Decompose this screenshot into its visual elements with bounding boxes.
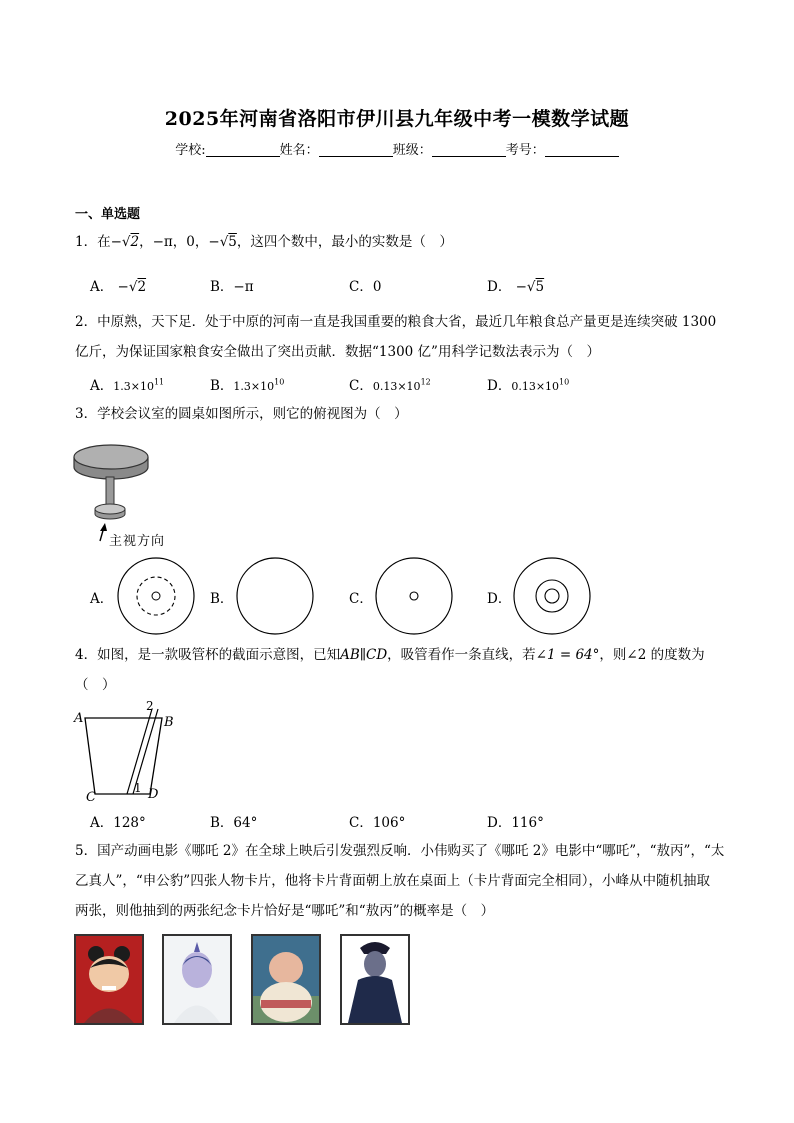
svg-text:2: 2 (146, 699, 154, 713)
card-taiyi-zhenren (251, 934, 321, 1025)
svg-text:A: A (74, 711, 84, 726)
straw-cup-figure (70, 698, 180, 804)
q3-option-c-figure[interactable] (374, 556, 456, 636)
class-label: 班级： (392, 143, 432, 158)
question-3-stem: 3．学校会议室的圆桌如图所示，则它的俯视图为（ ） (75, 406, 408, 422)
student-info-line (0, 139, 794, 158)
class-blank (432, 142, 506, 157)
question-1-stem: 1．在−√2，−π，0，−√5，这四个数中，最小的实数是（ ） (75, 234, 453, 250)
q1-option-a[interactable]: A． −√2 (90, 279, 147, 295)
q3-option-a-letter[interactable]: A． (90, 591, 114, 607)
q4-option-b[interactable]: B．64° (210, 815, 258, 831)
q3-option-a-figure[interactable] (116, 556, 198, 636)
svg-text:B: B (164, 715, 174, 730)
school-label: 学校: (175, 143, 206, 158)
svg-text:1: 1 (134, 781, 142, 795)
question-4-stem: 4．如图，是一款吸管杯的截面示意图，已知AB∥CD，吸管看作一条直线，若∠1 = 64°，则∠2 的度数为 （ ） (75, 647, 705, 693)
q3-option-c-letter[interactable]: C． (349, 591, 373, 607)
shengongbao-illustration (342, 936, 408, 1023)
school-blank (206, 142, 280, 157)
name-label: 姓名： (279, 143, 319, 158)
svg-text:C: C (86, 790, 96, 804)
q3-option-d-figure[interactable] (512, 556, 594, 636)
name-blank (319, 142, 393, 157)
q1-option-b[interactable]: B．−π (210, 279, 254, 295)
q2-option-d[interactable]: D．$0.13\times 10^{10}$ (487, 377, 570, 394)
card-shengongbao (340, 934, 410, 1025)
page-title: 2025年河南省洛阳市伊川县九年级中考一模数学试题 (164, 108, 630, 130)
nezha-illustration (76, 936, 142, 1023)
card-aobing (162, 934, 232, 1025)
card-nezha (74, 934, 144, 1025)
q4-option-a[interactable]: A．128° (90, 815, 146, 831)
section-title: 一、单选题 (75, 207, 141, 222)
q3-option-d-letter[interactable]: D． (487, 591, 512, 607)
q2-option-a[interactable]: A．$1.3\times 10^{11}$ (90, 377, 165, 394)
q4-option-d[interactable]: D．116° (487, 815, 544, 831)
aobing-illustration (164, 936, 230, 1023)
taiyi-illustration (253, 936, 319, 1023)
exam-no-label: 考号： (505, 143, 545, 158)
q2-option-b[interactable]: B．$1.3\times 10^{10}$ (210, 377, 285, 394)
q2-option-c[interactable]: C．$0.13\times 10^{12}$ (349, 377, 431, 394)
q1-option-c[interactable]: C．0 (349, 279, 382, 295)
exam-no-blank (545, 142, 619, 157)
q4-option-c[interactable]: C．106° (349, 815, 406, 831)
question-5-stem: 5．国产动画电影《哪吒 2》在全球上映后引发强烈反响．小伟购买了《哪吒 2》电影中“哪吒”，“敖丙”，“太 乙真人”，“申公豹”四张人物卡片，他将卡片背面朝上放在桌面上（卡片背面完全相同），小峰从中随机抽取 两张，则他抽到的两张纪念卡片恰好是“哪吒”和“敖丙”的概率是（ ） (75, 843, 725, 919)
view-direction-label: 主视方向 (109, 534, 166, 549)
q3-option-b-figure[interactable] (235, 556, 317, 636)
q3-option-b-letter[interactable]: B． (210, 591, 234, 607)
svg-text:D: D (148, 787, 159, 802)
question-2-stem: 2．中原熟，天下足．处于中原的河南一直是我国重要的粮食大省，最近几年粮食总产量更是连续突破 1300 亿斤，为保证国家粮食安全做出了突出贡献．数据“1300 亿”用科学记数法表示为（ ） (75, 314, 717, 360)
question-number: 1． (75, 234, 98, 250)
q1-option-d[interactable]: D． −√5 (487, 279, 545, 295)
